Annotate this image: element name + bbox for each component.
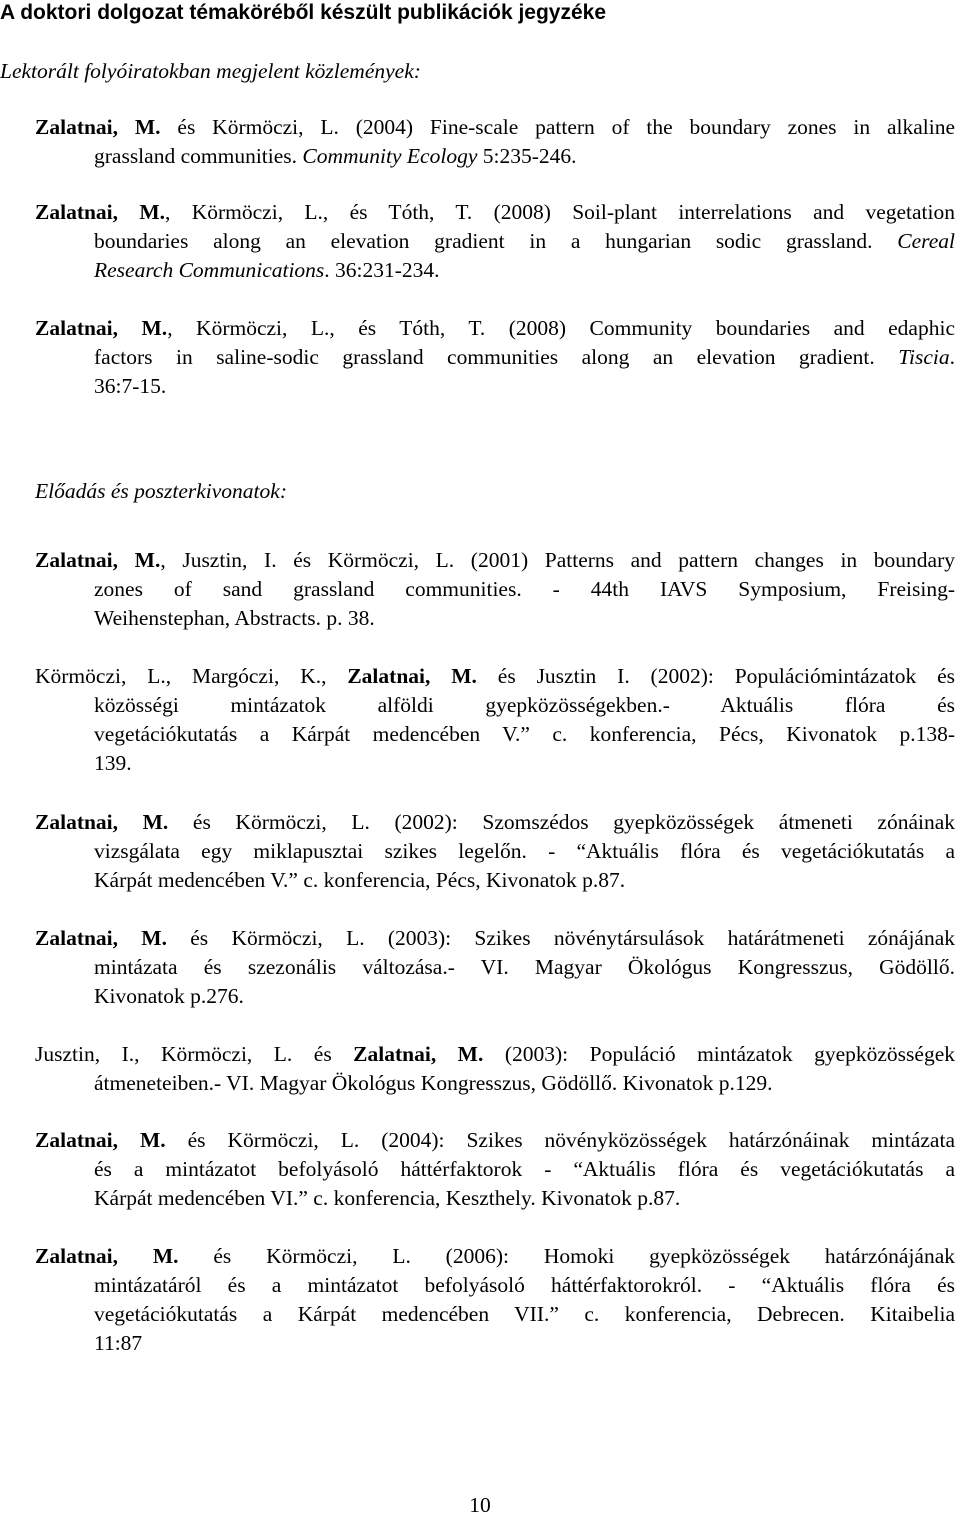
entry-line xyxy=(35,720,955,749)
entry-line xyxy=(35,1329,955,1358)
entry-text: vizsgálata egy miklapusztai szikes legelőn. - “Aktuális flóra és vegetációkutatás a xyxy=(94,839,955,863)
entry-text: és a mintázatot befolyásoló háttérfaktorok - “Aktuális flóra és vegetációkutatás a xyxy=(94,1157,955,1181)
entry-line xyxy=(35,256,955,285)
publication-entry xyxy=(35,924,955,1011)
entry-text: és Körmöczi, L. (2002): Szomszédos gyepközösségek átmeneti zónáinak xyxy=(168,810,955,834)
entry-text: 11:87 xyxy=(94,1331,143,1355)
journal-title-italic: Research Communications xyxy=(94,258,325,282)
entry-text: Körmöczi, L., Margóczi, K., xyxy=(35,664,348,688)
journal-title-italic: Cereal xyxy=(897,229,955,253)
entry-text: , Körmöczi, L., és Tóth, T. (2008) Soil-plant interrelations and vegetation xyxy=(165,200,955,224)
entry-text: mintázatáról és a mintázatot befolyásoló háttérfaktorokról. - “Aktuális flóra és xyxy=(94,1273,955,1297)
entry-text: boundaries along an elevation gradient in a hungarian sodic grassland. xyxy=(94,229,898,253)
entry-text: Jusztin, I., Körmöczi, L. és xyxy=(35,1042,354,1066)
entry-line xyxy=(35,372,955,401)
entry-line xyxy=(35,866,955,895)
entry-text: factors in saline-sodic grassland communities along an elevation gradient. xyxy=(94,345,899,369)
publication-entry xyxy=(35,1242,955,1358)
entry-line xyxy=(35,1126,955,1155)
section-heading-presentations: Előadás és poszterkivonatok: xyxy=(35,479,287,503)
entry-text: grassland communities. xyxy=(94,144,303,168)
entry-line xyxy=(35,837,955,866)
entry-text: zones of sand grassland communities. - 44th IAVS Symposium, Freising- xyxy=(94,577,955,601)
author-name-bold: Zalatnai, M. xyxy=(35,115,161,139)
entry-text: (2003): Populáció mintázatok gyepközösségek xyxy=(483,1042,955,1066)
entry-line xyxy=(35,808,955,837)
publication-entry xyxy=(35,1040,955,1098)
entry-line xyxy=(35,343,955,372)
entry-line xyxy=(35,575,955,604)
entry-text: átmeneteiben.- VI. Magyar Ökológus Kongresszus, Gödöllő. Kivonatok p.129. xyxy=(94,1071,773,1095)
section-heading-reviewed: Lektorált folyóiratokban megjelent közlemények: xyxy=(0,59,421,83)
page-title: A doktori dolgozat témaköréből készült publikációk jegyzéke xyxy=(0,1,607,24)
entry-line xyxy=(35,113,955,142)
entry-line xyxy=(35,1155,955,1184)
entry-text: . 36:231-234. xyxy=(324,258,440,282)
entry-text: vegetációkutatás a Kárpát medencében VII.” c. konferencia, Debrecen. Kitaibelia xyxy=(94,1302,955,1326)
entry-line xyxy=(35,142,955,171)
entry-line xyxy=(35,662,955,691)
author-name-bold: Zalatnai, M. xyxy=(347,664,477,688)
entry-text: Weihenstephan, Abstracts. p. 38. xyxy=(94,606,375,630)
entry-line xyxy=(35,1242,955,1271)
entry-line xyxy=(35,924,955,953)
publication-entry xyxy=(35,1126,955,1213)
entry-line xyxy=(35,749,955,778)
author-name-bold: Zalatnai, M. xyxy=(35,926,167,950)
page-number: 10 xyxy=(469,1493,491,1517)
entry-line xyxy=(35,604,955,633)
entry-text: és Körmöczi, L. (2003): Szikes növénytársulások határátmeneti zónájának xyxy=(166,926,955,950)
entry-text: mintázata és szezonális változása.- VI. Magyar Ökológus Kongresszus, Gödöllő. xyxy=(94,955,955,979)
journal-title-italic: Community Ecology xyxy=(302,144,478,168)
author-name-bold: Zalatnai, M. xyxy=(35,810,169,834)
entry-line xyxy=(35,1300,955,1329)
entry-text: 5:235-246. xyxy=(477,144,577,168)
entry-text: Kivonatok p.276. xyxy=(94,984,244,1008)
author-name-bold: Zalatnai, M. xyxy=(35,200,166,224)
entry-line xyxy=(35,546,955,575)
entry-line xyxy=(35,227,955,256)
entry-text: közösségi mintázatok alföldi gyepközösségekben.- Aktuális flóra és xyxy=(94,693,955,717)
author-name-bold: Zalatnai, M. xyxy=(35,548,161,572)
entry-text: 139. xyxy=(94,751,132,775)
entry-text: vegetációkutatás a Kárpát medencében V.” c. konferencia, Pécs, Kivonatok p.138- xyxy=(94,722,955,746)
entry-line xyxy=(35,982,955,1011)
entry-text: . xyxy=(949,345,955,369)
publication-entry xyxy=(35,314,955,401)
entry-text: , Jusztin, I. és Körmöczi, L. (2001) Patterns and pattern changes in boundary xyxy=(160,548,955,572)
entry-line xyxy=(35,691,955,720)
entry-text: és Körmöczi, L. (2004): Szikes növényközösségek határzónáinak mintázata xyxy=(165,1128,955,1152)
author-name-bold: Zalatnai, M. xyxy=(35,316,168,340)
entry-text: 36:7-15. xyxy=(94,374,167,398)
entry-line xyxy=(35,1184,955,1213)
entry-text: és Jusztin I. (2002): Populációmintázatok és xyxy=(476,664,955,688)
author-name-bold: Zalatnai, M. xyxy=(35,1128,166,1152)
publication-entry xyxy=(35,662,955,778)
entry-text: Kárpát medencében V.” c. konferencia, Pécs, Kivonatok p.87. xyxy=(94,868,626,892)
entry-text: Kárpát medencében VI.” c. konferencia, Keszthely. Kivonatok p.87. xyxy=(94,1186,681,1210)
publication-entry xyxy=(35,198,955,285)
entry-text: , Körmöczi, L., és Tóth, T. (2008) Community boundaries and edaphic xyxy=(167,316,955,340)
entry-text: és Körmöczi, L. (2004) Fine-scale pattern of the boundary zones in alkaline xyxy=(160,115,955,139)
entry-line xyxy=(35,314,955,343)
entry-line xyxy=(35,953,955,982)
author-name-bold: Zalatnai, M. xyxy=(353,1042,484,1066)
author-name-bold: Zalatnai, M. xyxy=(35,1244,179,1268)
entry-line xyxy=(35,198,955,227)
publication-entry xyxy=(35,113,955,171)
publication-entry xyxy=(35,808,955,895)
journal-title-italic: Tiscia xyxy=(898,345,950,369)
publication-entry xyxy=(35,546,955,633)
entry-line xyxy=(35,1271,955,1300)
entry-line xyxy=(35,1040,955,1069)
entry-text: és Körmöczi, L. (2006): Homoki gyepközösségek határzónájának xyxy=(178,1244,955,1268)
entry-line xyxy=(35,1069,955,1098)
